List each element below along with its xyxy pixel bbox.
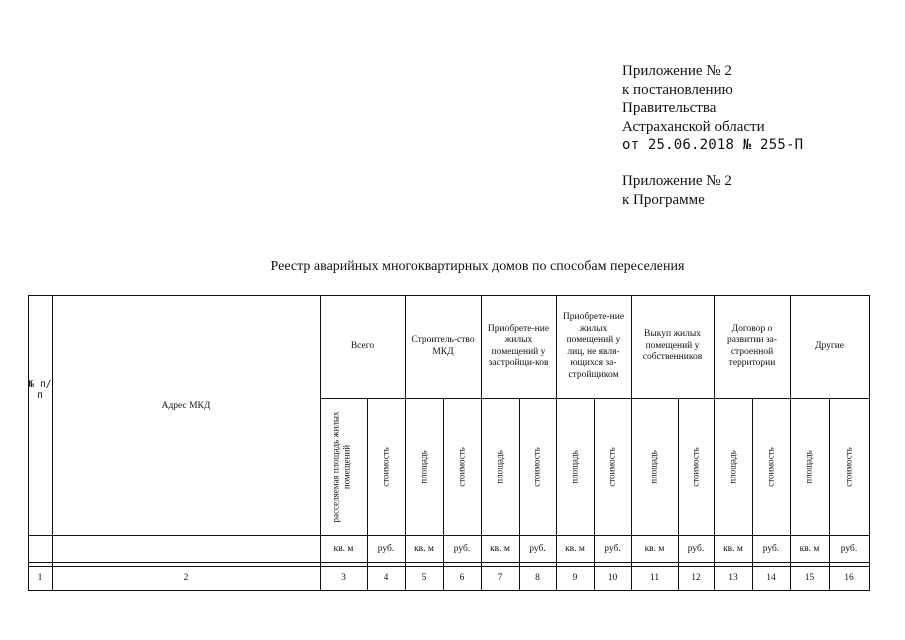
unit-label: кв. м (565, 543, 585, 554)
column-number: 5 (421, 572, 427, 583)
appendix-block-resolution (622, 62, 803, 155)
column-number: 14 (766, 572, 776, 583)
appendix-line: Приложение № 2 (622, 173, 732, 189)
subcolumn-header: стоимость (843, 446, 853, 487)
subcolumn-header: площадь (803, 449, 814, 484)
appendix-line: Правительства (622, 100, 717, 116)
subcolumn-header: стоимость (531, 446, 542, 487)
subcolumn-header: расселяемая площадь жилых помещений (330, 411, 351, 522)
group-header: Всего (350, 340, 375, 351)
unit-label: руб. (377, 543, 395, 554)
group-header: Другие (814, 340, 845, 351)
appendix-line: к Программе (622, 191, 705, 208)
column-number: 6 (459, 572, 465, 583)
subcolumn-header: стоимость (380, 446, 390, 487)
subcolumn-header: площадь (727, 449, 737, 484)
subcolumn-header: площадь (569, 449, 579, 484)
unit-label: кв. м (723, 543, 743, 554)
column-number: 2 (183, 572, 189, 583)
table-rule (52, 295, 53, 590)
appendix-line: Астраханской области (622, 118, 765, 135)
column-number: 9 (572, 572, 578, 583)
table-rule (28, 295, 870, 296)
group-header: Выкуп жилых помещений у собственников (642, 329, 703, 363)
appendix-block-program (622, 172, 732, 209)
table-rule (28, 535, 870, 536)
column-number: 15 (804, 572, 815, 583)
appendix-line: к постановлению (622, 81, 733, 98)
column-number: 8 (535, 572, 540, 583)
subcolumn-header: площадь (648, 449, 659, 484)
unit-label: кв. м (799, 543, 820, 554)
unit-label: кв. м (333, 543, 354, 554)
group-header: Приобрете-ние жилых помещений у застройщи-ков (487, 323, 550, 368)
subcolumn-header: площадь (418, 449, 428, 484)
column-number: 1 (37, 572, 43, 583)
subcolumn-header: стоимость (690, 446, 700, 487)
group-header: Строитель-ство МКД (411, 335, 475, 357)
table-rule (320, 398, 870, 399)
unit-label: кв. м (414, 543, 434, 554)
unit-label: руб. (687, 543, 705, 554)
column-number: 16 (844, 572, 854, 583)
appendix-line: Приложение № 2 (622, 63, 732, 79)
column-number-header: № п/п (28, 378, 52, 401)
column-address-header: Адрес МКД (161, 401, 211, 412)
subcolumn-header: площадь (494, 449, 504, 484)
column-number: 10 (607, 572, 618, 583)
column-number: 4 (383, 572, 389, 583)
group-header: Договор о развитии за-строенной территории (726, 323, 778, 368)
unit-label: руб. (529, 543, 546, 554)
table-rule (869, 295, 870, 591)
subcolumn-header: стоимость (456, 446, 466, 487)
unit-label: руб. (604, 543, 621, 554)
unit-label: руб. (762, 543, 780, 554)
subcolumn-header: стоимость (765, 446, 775, 487)
column-number: 7 (497, 572, 503, 583)
resolution-date-number: от 25.06.2018 № 255-П (622, 137, 804, 153)
table-rule (28, 295, 29, 591)
unit-label: кв. м (490, 543, 510, 554)
column-number: 3 (341, 572, 346, 583)
unit-label: руб. (840, 543, 858, 554)
table-rule (28, 590, 870, 591)
table-rule (28, 562, 870, 563)
document-title: Реестр аварийных многоквартирных домов по способам переселения (270, 259, 685, 274)
unit-label: руб. (453, 543, 471, 554)
column-number: 13 (728, 572, 738, 583)
group-header: Приобрете-ние жилых помещений у лиц, не явля-ющихся за-стройщиком (562, 312, 625, 380)
column-number: 11 (649, 572, 660, 583)
registry-table (28, 295, 869, 590)
subcolumn-header: стоимость (606, 446, 617, 487)
unit-label: кв. м (644, 543, 665, 554)
column-number: 12 (691, 572, 701, 583)
